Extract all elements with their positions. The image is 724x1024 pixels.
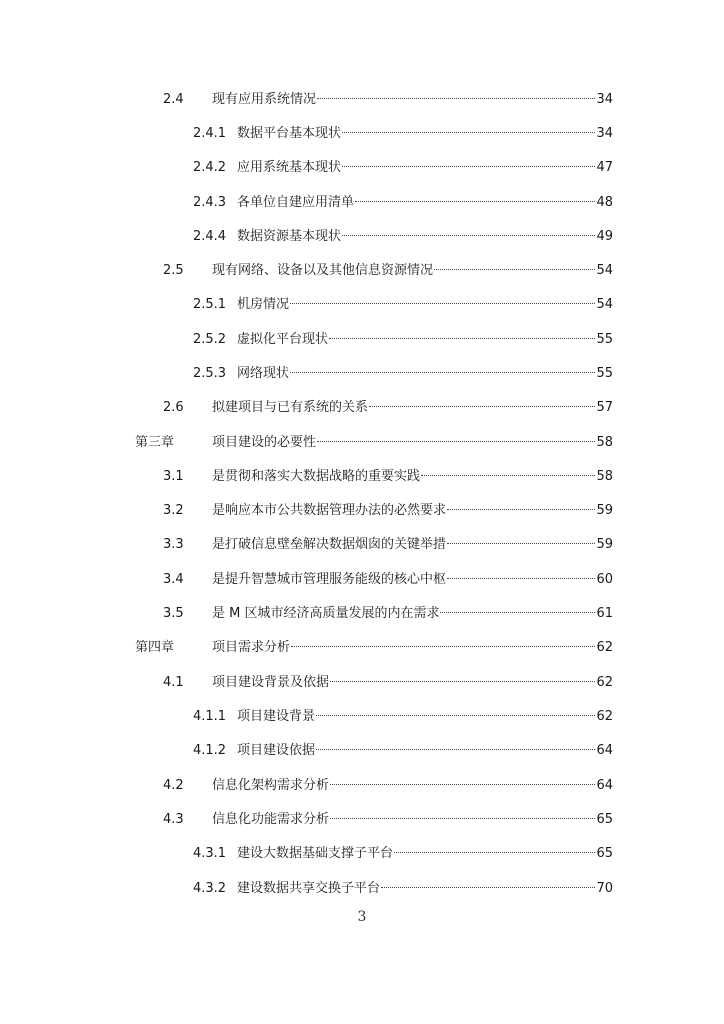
toc-page-number: 58 bbox=[596, 469, 613, 484]
toc-number: 2.4.2 bbox=[193, 160, 227, 175]
toc-leader-dots bbox=[421, 475, 595, 476]
toc-leader-dots bbox=[342, 166, 595, 167]
toc-entry[interactable] bbox=[193, 158, 613, 178]
toc-title: 拟建项目与已有系统的关系 bbox=[212, 400, 369, 415]
toc-number: 3.3 bbox=[163, 537, 184, 552]
toc-leader-dots bbox=[291, 646, 595, 647]
toc-page-number: 59 bbox=[596, 503, 613, 518]
toc-title: 项目建设背景及依据 bbox=[212, 675, 330, 690]
toc-leader-dots bbox=[447, 578, 595, 579]
toc-page-number: 62 bbox=[596, 640, 613, 655]
toc-leader-dots bbox=[342, 132, 595, 133]
toc-title: 信息化功能需求分析 bbox=[212, 812, 330, 827]
toc-entry[interactable] bbox=[193, 330, 613, 350]
toc-number: 3.4 bbox=[163, 572, 184, 587]
toc-entry[interactable] bbox=[193, 844, 613, 864]
toc-page-number: 65 bbox=[596, 846, 613, 861]
toc-number: 2.5.1 bbox=[193, 297, 227, 312]
toc-number: 2.4 bbox=[163, 92, 184, 107]
toc-page-number: 64 bbox=[596, 743, 613, 758]
toc-leader-dots bbox=[330, 818, 595, 819]
toc-page-number: 57 bbox=[596, 400, 613, 415]
toc-title: 网络现状 bbox=[237, 366, 290, 381]
toc-page-number: 54 bbox=[596, 297, 613, 312]
toc-title: 项目建设的必要性 bbox=[212, 435, 317, 450]
toc-leader-dots bbox=[330, 784, 595, 785]
toc-number: 3.2 bbox=[163, 503, 184, 518]
toc-title: 是打破信息壁垒解决数据烟囱的关键举措 bbox=[212, 537, 447, 552]
toc-number: 2.5 bbox=[163, 263, 184, 278]
toc-page-number: 62 bbox=[596, 675, 613, 690]
toc-leader-dots bbox=[434, 269, 595, 270]
toc-leader-dots bbox=[355, 201, 595, 202]
toc-title: 项目需求分析 bbox=[212, 640, 291, 655]
toc-number: 4.3.1 bbox=[193, 846, 227, 861]
toc-entry[interactable] bbox=[193, 879, 613, 899]
toc-entry[interactable] bbox=[193, 741, 613, 761]
toc-entry[interactable] bbox=[163, 604, 613, 624]
toc-page-number: 70 bbox=[596, 881, 613, 896]
toc-number: 2.4.3 bbox=[193, 195, 227, 210]
toc-title: 现有应用系统情况 bbox=[212, 92, 317, 107]
toc-leader-dots bbox=[342, 235, 595, 236]
toc-number: 4.3.2 bbox=[193, 881, 227, 896]
toc-page-number: 62 bbox=[596, 709, 613, 724]
toc-number: 2.5.2 bbox=[193, 332, 227, 347]
toc-page-number: 65 bbox=[596, 812, 613, 827]
toc-leader-dots bbox=[329, 338, 595, 339]
toc-entry[interactable] bbox=[163, 467, 613, 487]
toc-page-number: 48 bbox=[596, 195, 613, 210]
toc-number: 4.2 bbox=[163, 778, 184, 793]
toc-page-number: 59 bbox=[596, 537, 613, 552]
toc-page-number: 58 bbox=[596, 435, 613, 450]
toc-leader-dots bbox=[316, 749, 595, 750]
toc-leader-dots bbox=[440, 612, 595, 613]
toc-leader-dots bbox=[369, 406, 595, 407]
toc-number: 2.4.1 bbox=[193, 126, 227, 141]
toc-leader-dots bbox=[290, 372, 595, 373]
page-number: 3 bbox=[357, 909, 367, 925]
toc-title: 数据平台基本现状 bbox=[237, 126, 342, 141]
toc-entry[interactable] bbox=[193, 193, 613, 213]
toc-title: 是提升智慧城市管理服务能级的核心中枢 bbox=[212, 572, 447, 587]
toc-page-number: 60 bbox=[596, 572, 613, 587]
toc-number: 第三章 bbox=[135, 435, 175, 450]
toc-leader-dots bbox=[447, 543, 595, 544]
toc-leader-dots bbox=[316, 715, 595, 716]
toc-leader-dots bbox=[381, 887, 595, 888]
toc-leader-dots bbox=[447, 509, 595, 510]
toc-title: 机房情况 bbox=[237, 297, 290, 312]
toc-title: 建设大数据基础支撑子平台 bbox=[237, 846, 394, 861]
toc-entry[interactable] bbox=[163, 501, 613, 521]
toc-entry[interactable] bbox=[193, 364, 613, 384]
toc-entry[interactable] bbox=[163, 776, 613, 796]
toc-page-number: 49 bbox=[596, 229, 613, 244]
toc-page-number: 55 bbox=[596, 366, 613, 381]
toc-number: 2.5.3 bbox=[193, 366, 227, 381]
toc-page-number: 54 bbox=[596, 263, 613, 278]
toc-entry[interactable] bbox=[193, 124, 613, 144]
toc-entry[interactable] bbox=[163, 261, 613, 281]
toc-title: 数据资源基本现状 bbox=[237, 229, 342, 244]
toc-title: 各单位自建应用清单 bbox=[237, 195, 355, 210]
toc-entry[interactable] bbox=[135, 433, 613, 453]
toc-entry[interactable] bbox=[135, 638, 613, 658]
toc-entry[interactable] bbox=[163, 535, 613, 555]
toc-title: 信息化架构需求分析 bbox=[212, 778, 330, 793]
toc-title: 是 M 区城市经济高质量发展的内在需求 bbox=[212, 606, 440, 621]
toc-title: 虚拟化平台现状 bbox=[237, 332, 329, 347]
toc-leader-dots bbox=[317, 441, 595, 442]
toc-leader-dots bbox=[317, 98, 595, 99]
toc-number: 2.4.4 bbox=[193, 229, 227, 244]
toc-page-number: 64 bbox=[596, 778, 613, 793]
toc-title: 现有网络、设备以及其他信息资源情况 bbox=[212, 263, 434, 278]
toc-number: 3.5 bbox=[163, 606, 184, 621]
toc-number: 3.1 bbox=[163, 469, 184, 484]
toc-entry[interactable] bbox=[163, 570, 613, 590]
toc-page-number: 34 bbox=[596, 92, 613, 107]
toc-entry[interactable] bbox=[163, 90, 613, 110]
toc-title: 是响应本市公共数据管理办法的必然要求 bbox=[212, 503, 447, 518]
toc-title: 是贯彻和落实大数据战略的重要实践 bbox=[212, 469, 421, 484]
toc-leader-dots bbox=[290, 303, 595, 304]
toc-entry[interactable] bbox=[163, 810, 613, 830]
toc-page-number: 61 bbox=[596, 606, 613, 621]
toc-number: 4.3 bbox=[163, 812, 184, 827]
toc-title: 应用系统基本现状 bbox=[237, 160, 342, 175]
toc-title: 建设数据共享交换子平台 bbox=[237, 881, 381, 896]
toc-title: 项目建设依据 bbox=[237, 743, 316, 758]
toc-number: 第四章 bbox=[135, 640, 175, 655]
toc-entry[interactable] bbox=[193, 227, 613, 247]
toc-number: 4.1.1 bbox=[193, 709, 227, 724]
toc-entry[interactable] bbox=[163, 398, 613, 418]
toc-entry[interactable] bbox=[193, 707, 613, 727]
toc-entry[interactable] bbox=[193, 295, 613, 315]
toc-leader-dots bbox=[394, 852, 595, 853]
toc-page-number: 47 bbox=[596, 160, 613, 175]
toc-title: 项目建设背景 bbox=[237, 709, 316, 724]
toc-number: 4.1.2 bbox=[193, 743, 227, 758]
toc-leader-dots bbox=[330, 681, 595, 682]
toc-number: 2.6 bbox=[163, 400, 184, 415]
toc-page-number: 55 bbox=[596, 332, 613, 347]
toc-page-number: 34 bbox=[596, 126, 613, 141]
toc-entry[interactable] bbox=[163, 673, 613, 693]
toc-number: 4.1 bbox=[163, 675, 184, 690]
